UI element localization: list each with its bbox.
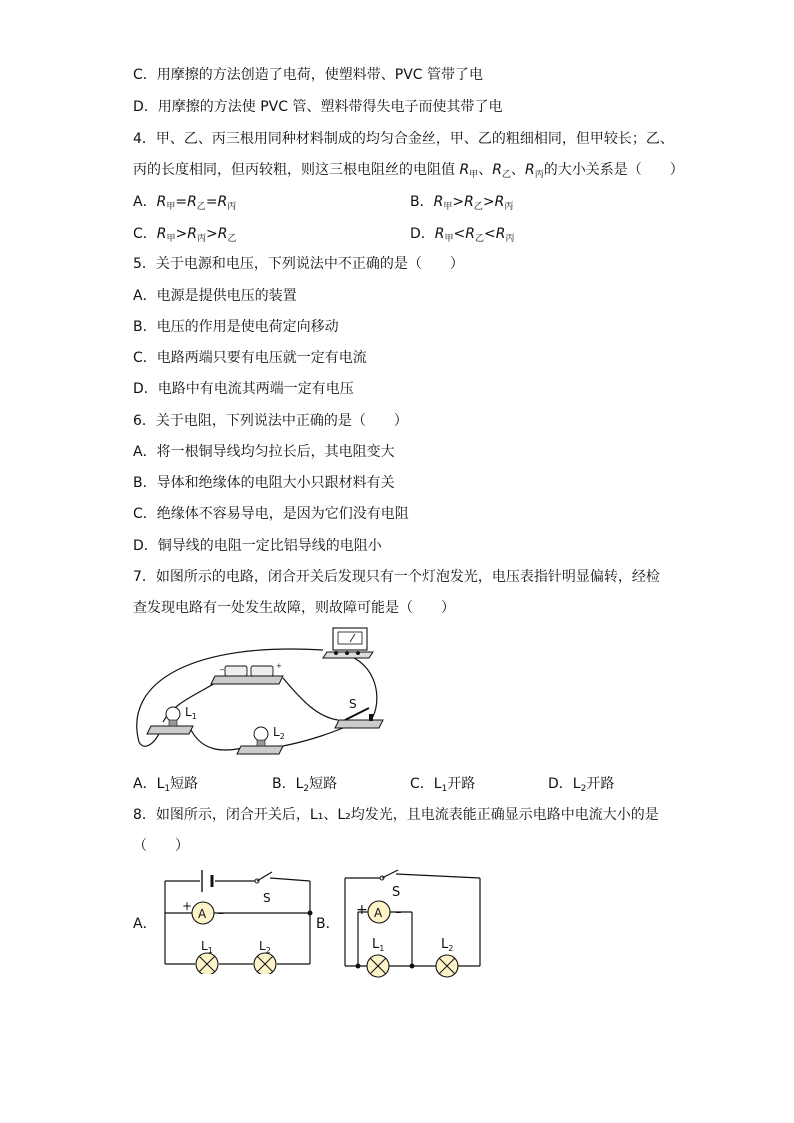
option-c-q3: C．用摩擦的方法创造了电荷，使塑料带、PVC 管带了电 [133,67,484,83]
option-tail: 开路 [586,776,615,792]
ammeter-icon [192,902,214,924]
r-symbol: R [465,226,475,242]
operator: > [482,194,495,210]
question-7-line1: 7．如图所示的电路，闭合开关后发现只有一个灯泡发光，电压表指针明显偏转，经检 [133,569,660,585]
svg-text:+: + [276,662,282,670]
subscript: 1 [164,784,171,794]
option-tail: 短路 [309,776,338,792]
option-label: D．L [548,776,581,792]
question-8-line2: （ ） [133,838,189,854]
sub-bing: 丙 [197,234,207,244]
lamp-l1-icon [196,953,218,974]
r-symbol: R [217,194,228,210]
sub-yi: 乙 [227,234,237,244]
q7-option-d [548,775,614,798]
operator: > [175,226,188,242]
r-symbol: R [187,226,197,242]
operator: = [205,194,218,210]
switch-icon [380,870,398,880]
r-symbol: R [459,162,470,178]
q5-option-a: A．电源是提供电压的装置 [133,288,297,304]
sub-yi: 乙 [196,202,206,212]
sub-bing: 丙 [504,202,514,212]
q5-option-c: C．电路两端只要有电压就一定有电流 [133,350,367,366]
r-symbol: R [492,162,502,178]
question-4-line1: 4．甲、乙、丙三根用同种材料制成的均匀合金丝，甲、乙的粗细相同，但甲较长；乙、 [133,131,674,147]
operator: = [175,194,188,210]
q4-option-d [410,225,515,248]
option-prefix: C． [133,226,157,242]
r-symbol: R [217,226,228,242]
lamp-l2-icon [436,955,458,977]
question-4-line2 [133,161,684,184]
option-label: A．L [133,776,165,792]
figure-a-label: A． [133,916,157,932]
sub-yi: 乙 [473,202,483,212]
question-4-end: 的大小关系是（ ） [543,162,684,178]
operator: < [453,226,466,242]
svg-text:A: A [374,906,383,920]
sub-bing: 丙 [534,170,544,180]
switch-label: S [263,891,271,905]
sub-bing: 丙 [227,202,237,212]
sub-jia: 甲 [166,234,176,244]
subscript: 1 [441,784,448,794]
circuit-figure-q7 [133,622,393,772]
ammeter-plus: + [182,899,193,913]
lamp-l1-label: $L_1$ [372,937,385,953]
operator: > [206,226,218,242]
sub-bing: 丙 [505,234,515,244]
sub-jia: 甲 [166,202,176,212]
question-7-line2: 查发现电路有一处发生故障，则故障可能是（ ） [133,600,455,616]
question-6: 6．关于电阻，下列说法中正确的是（ ） [133,413,408,429]
switch-icon [255,872,272,883]
option-label: B．L [272,776,304,792]
circuit-figure-b [340,866,490,984]
r-symbol: R [433,194,444,210]
q6-option-d: D．铜导线的电阻一定比铝导线的电阻小 [133,538,382,554]
question-4-text: 丙的长度相同，但丙较粗，则这三根电阻丝的电阻值 [133,162,455,178]
switch-icon [335,708,383,728]
r-symbol: R [524,162,535,178]
sub-jia: 甲 [443,202,453,212]
q7-option-a [133,775,198,798]
option-prefix: D． [410,226,435,242]
q5-option-d: D．电路中有电流其两端一定有电压 [133,381,354,397]
ammeter-minus: – [395,905,402,920]
figure-b-label: B． [316,916,340,932]
lamp-l1-label: $L_1$ [201,939,213,955]
svg-text:−: − [219,666,225,674]
q4-option-b [410,193,513,216]
wire [283,678,338,720]
q7-option-b [272,775,337,798]
r-symbol: R [464,194,474,210]
wire [191,730,243,750]
q6-option-b: B．导体和绝缘体的电阻大小只跟材料有关 [133,475,395,491]
question-5: 5．关于电源和电压，下列说法中不正确的是（ ） [133,256,464,272]
q4-option-c [133,225,237,248]
r-symbol: R [156,194,167,210]
switch-label: S [392,885,401,900]
lamp-l1-label: $L_1$ [185,705,197,721]
r-symbol: R [156,226,167,242]
lamp-l2-label: $L_2$ [259,939,271,955]
separator: 、 [510,162,525,178]
option-d-q3: D．用摩擦的方法使 PVC 管、塑料带得失电子而使其带了电 [133,99,503,115]
option-prefix: B． [410,194,434,210]
r-symbol: R [495,226,506,242]
sub-jia: 甲 [444,234,454,244]
subscript: 2 [580,784,587,794]
battery-icon [202,870,212,892]
svg-text:A: A [198,907,207,921]
subscript: 2 [303,784,310,794]
voltmeter-icon [323,628,373,658]
lamp-l2-icon [254,953,276,974]
lamp-l2-label: $L_2$ [441,937,454,953]
q6-option-c: C．绝缘体不容易导电，是因为它们没有电阻 [133,506,409,522]
separator: 、 [478,162,493,178]
ammeter-icon [368,901,390,923]
sub-yi: 乙 [501,170,511,180]
lamp-l1-icon [367,955,389,977]
battery-icon [211,662,283,684]
question-8-line1: 8．如图所示，闭合开关后，L₁、L₂均发光，且电流表能正确显示电路中电流大小的是 [133,807,659,823]
option-tail: 短路 [170,776,199,792]
option-prefix: A． [133,194,157,210]
option-tail: 开路 [447,776,476,792]
sub-yi: 乙 [475,234,485,244]
ammeter-minus: – [218,906,224,920]
sub-jia: 甲 [469,170,479,180]
q4-option-a [133,193,236,216]
lamp-l2-label: $L_2$ [273,725,285,741]
operator: < [484,226,496,242]
q7-option-c [410,775,475,798]
q6-option-a: A．将一根铜导线均匀拉长后，其电阻变大 [133,444,395,460]
operator: > [452,194,465,210]
r-symbol: R [434,226,445,242]
switch-label: S [349,697,357,711]
ammeter-plus: + [356,902,368,918]
r-symbol: R [494,194,505,210]
r-symbol: R [187,194,197,210]
q5-option-b: B．电压的作用是使电荷定向移动 [133,319,339,335]
option-label: C．L [410,776,442,792]
wire [283,726,348,746]
circuit-figure-a [160,866,320,974]
